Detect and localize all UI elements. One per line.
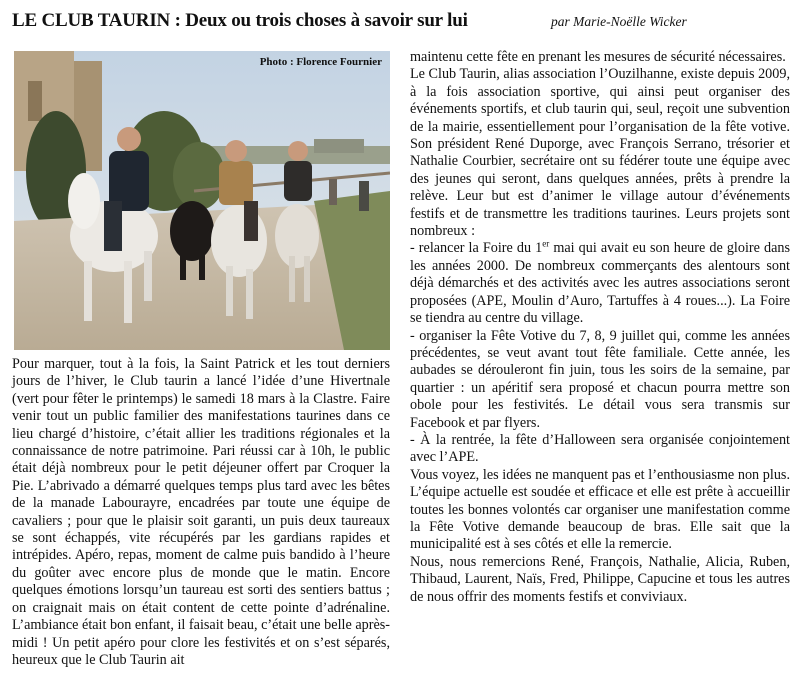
ordinal-superscript: er: [542, 238, 550, 249]
paragraph-club-presentation: Le Club Taurin, alias association l’Ouzilhanne, existe depuis 2009, à la fois association sportive, qui ainsi peut organiser des événements sportifs, et club taurin qui, seul, reçoit une subvention de la mairie, essentiellement pour l’organisation de la fête votive. Son président René Duporge, avec François Serrano, trésorier et Nathalie Courbier, secrétaire ont su fédérer toute une équipe avec des jeunes qui seront, dans quelques années, prêts à prendre la relève. Leur but est d’animer le village autour d’événements festifs et de transmettre les traditions taurines. Leurs projets sont nombreux :: [410, 66, 790, 240]
abrivado-photo-illustration: [14, 51, 390, 350]
paragraph-project-fete-votive: - organiser la Fête Votive du 7, 8, 9 juillet qui, comme les années précédentes, se veut avant tout fête familiale. Cette année, les aubades se dérouleront fin juin, tous les soirs de la semaine, par quartier : un apéritif sera proposé et chacun pourra mettre son obole pour les festivités. Le détail vous sera transmis sur Facebook et par flyers.: [410, 327, 790, 431]
project-foire-text-start: - relancer la Foire du 1: [410, 240, 543, 257]
article-column-left: [12, 356, 390, 669]
article-title: LE CLUB TAURIN : Deux ou trois choses à savoir sur lui: [12, 10, 468, 31]
paragraph-project-foire: [410, 240, 790, 327]
paragraph-hivertnale: Pour marquer, tout à la fois, la Saint Patrick et les tout derniers jours de l’hiver, le Club taurin a lancé l’idée d’une Hivertnale (vert pour fêter le printemps) le samedi 18 mars à la Clastre. Faire venir tout un public familier des manifestations taurines dans ce lieu chargé d’histoire, c’était allier les traditions régionales et la connaissance de notre patrimoine. Pari réussi car à 10h, le public était déjà nombreux pour le petit déjeuner offert par Croquer la Pie. L’abrivado a démarré quelques temps plus tard avec les bêtes de la manade Labourayre, encadrées par toute une équipe de cavaliers ; pour que le plaisir soit garanti, un puis deux taureaux se sont échappés, vite récupérés par les gardians rapides et intrépides. Apéro, repas, moment de calme puis bandido à l’heure du goûter avec encore plus de monde que le matin. Encore quelques émotions lorsqu’un taureau est sorti des sentiers battus ; on craignait mais on était content de cette pointe d’adrénaline. L’ambiance était bon enfant, il faisait beau, c’était une belle après-midi ! Un petit apéro pour clore les festivités et on s’est séparés, heureux que le Club Taurin ait: [12, 356, 390, 668]
article-photo: [14, 51, 390, 350]
paragraph-project-halloween: - À la rentrée, la fête d’Halloween sera organisée conjointement avec l’APE.: [410, 431, 790, 466]
paragraph-enthusiasm: Vous voyez, les idées ne manquent pas et l’enthousiasme non plus. L’équipe actuelle est soudée et efficace et elle est prête à accueillir toutes les bonnes volontés car organiser une manifestation comme la Fête Votive demande beaucoup de bras. Elle sait que la municipalité est à ses côtés et elle la remercie.: [410, 466, 790, 553]
article-column-right: [410, 49, 790, 606]
author-byline: par Marie-Noëlle Wicker: [551, 14, 687, 29]
paragraph-continuation: maintenu cette fête en prenant les mesures de sécurité nécessaires.: [410, 49, 786, 65]
paragraph-thanks: Nous, nous remercions René, François, Nathalie, Alicia, Ruben, Thibaud, Laurent, Naïs, Fred, Philippe, Capucine et tous les autres de nous offrir des moments festifs et conviviaux.: [410, 553, 790, 605]
photo-credit: Photo : Florence Fournier: [259, 56, 382, 68]
project-foire-text-end: mai qui avait eu son heure de gloire dans les années 2000. De nombreux commerçants des alentours sont déjà démarchés et des activités avec les autres associations seront proposées (APE, Moulin d’Auro, Tartuffes à 4 roues...). La Foire se tiendra au centre du village.: [410, 240, 790, 327]
